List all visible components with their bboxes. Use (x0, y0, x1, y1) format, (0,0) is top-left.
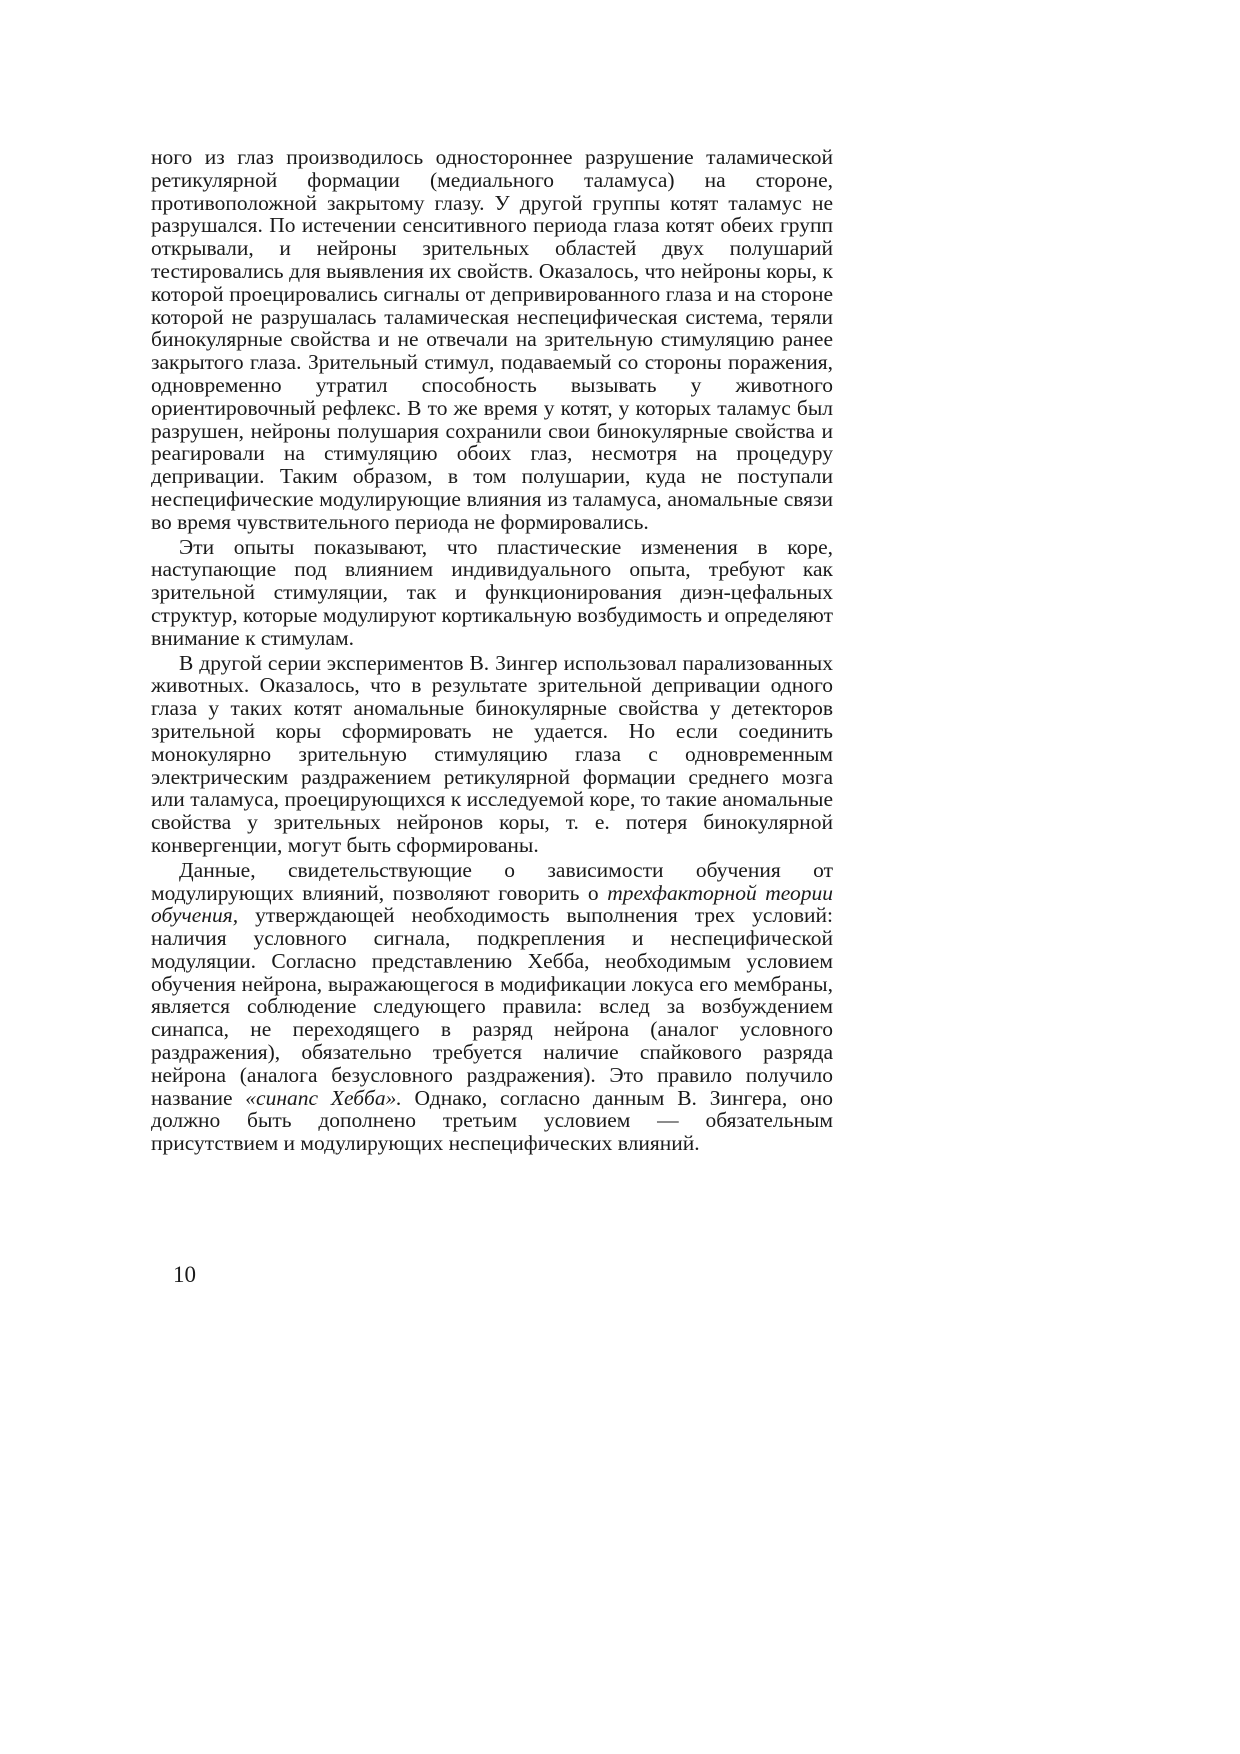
paragraph-4-lead: Данные, свидетельствующие о зависимости обучения от модулирующих влияний, позволяют говорить о (151, 857, 833, 905)
italic-term-hebb-synapse: «синапс Хебба». (245, 1085, 402, 1110)
paragraph-4 (151, 859, 833, 1155)
paragraph-1: ного из глаз производилось одностороннее разрушение таламической ретикулярной формации (медиального таламуса) на стороне, противоположной закрытому глазу. У другой группы котят таламус не разрушался. По истечении сенситивного периода глаза котят обеих групп открывали, и нейроны зрительных областей двух полушарий тестировались для выявления их свойств. Оказалось, что нейроны коры, к которой проецировались сигналы от депривированного глаза и на стороне которой не разрушалась таламическая неспецифическая система, теряли бинокулярные свойства и не отвечали на зрительную стимуляцию ранее закрытого глаза. Зрительный стимул, подаваемый со стороны поражения, одновременно утратил способность вызывать у животного ориентировочный рефлекс. В то же время у котят, у которых таламус был разрушен, нейроны полушария сохранили свои бинокулярные свойства и реагировали на стимуляцию обоих глаз, несмотря на процедуру депривации. Таким образом, в том полушарии, куда не поступали неспецифические модулирующие влияния из таламуса, аномальные связи во время чувствительного периода не формировались. (151, 145, 833, 534)
paragraph-2: Эти опыты показывают, что пластические изменения в коре, наступающие под влиянием индивидуального опыта, требуют как зрительной стимуляции, так и функционирования диэн-цефальных структур, которые модулируют кортикальную возбудимость и определяют внимание к стимулам. (151, 534, 833, 650)
italic-term-three-factor-theory: трехфакторной теории обучения, (151, 880, 833, 928)
paragraph-4-middle: утверждающей необходимость выполнения трех условий: наличия условного сигнала, подкрепления и неспецифической модуляции. Согласно представлению Хебба, необходимым условием обучения нейрона, выражающегося в модификации локуса его мембраны, является соблюдение следующего правила: вслед за возбуждением синапса, не переходящего в разряд нейрона (аналог условного раздражения), обязательно требуется наличие спайкового разряда нейрона (аналога безусловного раздражения). Это правило получило название (151, 903, 833, 1110)
paragraph-4-tail: Однако, согласно данным В. Зингера, оно должно быть дополнено третьим условием — обязательным присутствием и модулирующих неспецифических влияний. (151, 1085, 834, 1156)
paragraph-3: В другой серии экспериментов В. Зингер использовал парализованных животных. Оказалось, что в результате зрительной депривации одного глаза у таких котят аномальные бинокулярные свойства у детекторов зрительной коры сформировать не удается. Но если соединить монокулярно зрительную стимуляцию глаза с одновременным электрическим раздражением ретикулярной формации среднего мозга или таламуса, проецирующихся к исследуемой коре, то такие аномальные свойства у зрительных нейронов коры, т. е. потеря бинокулярной конвергенции, могут быть сформированы. (151, 650, 833, 857)
page-number: 10 (173, 1262, 196, 1287)
body-text (151, 146, 833, 1155)
